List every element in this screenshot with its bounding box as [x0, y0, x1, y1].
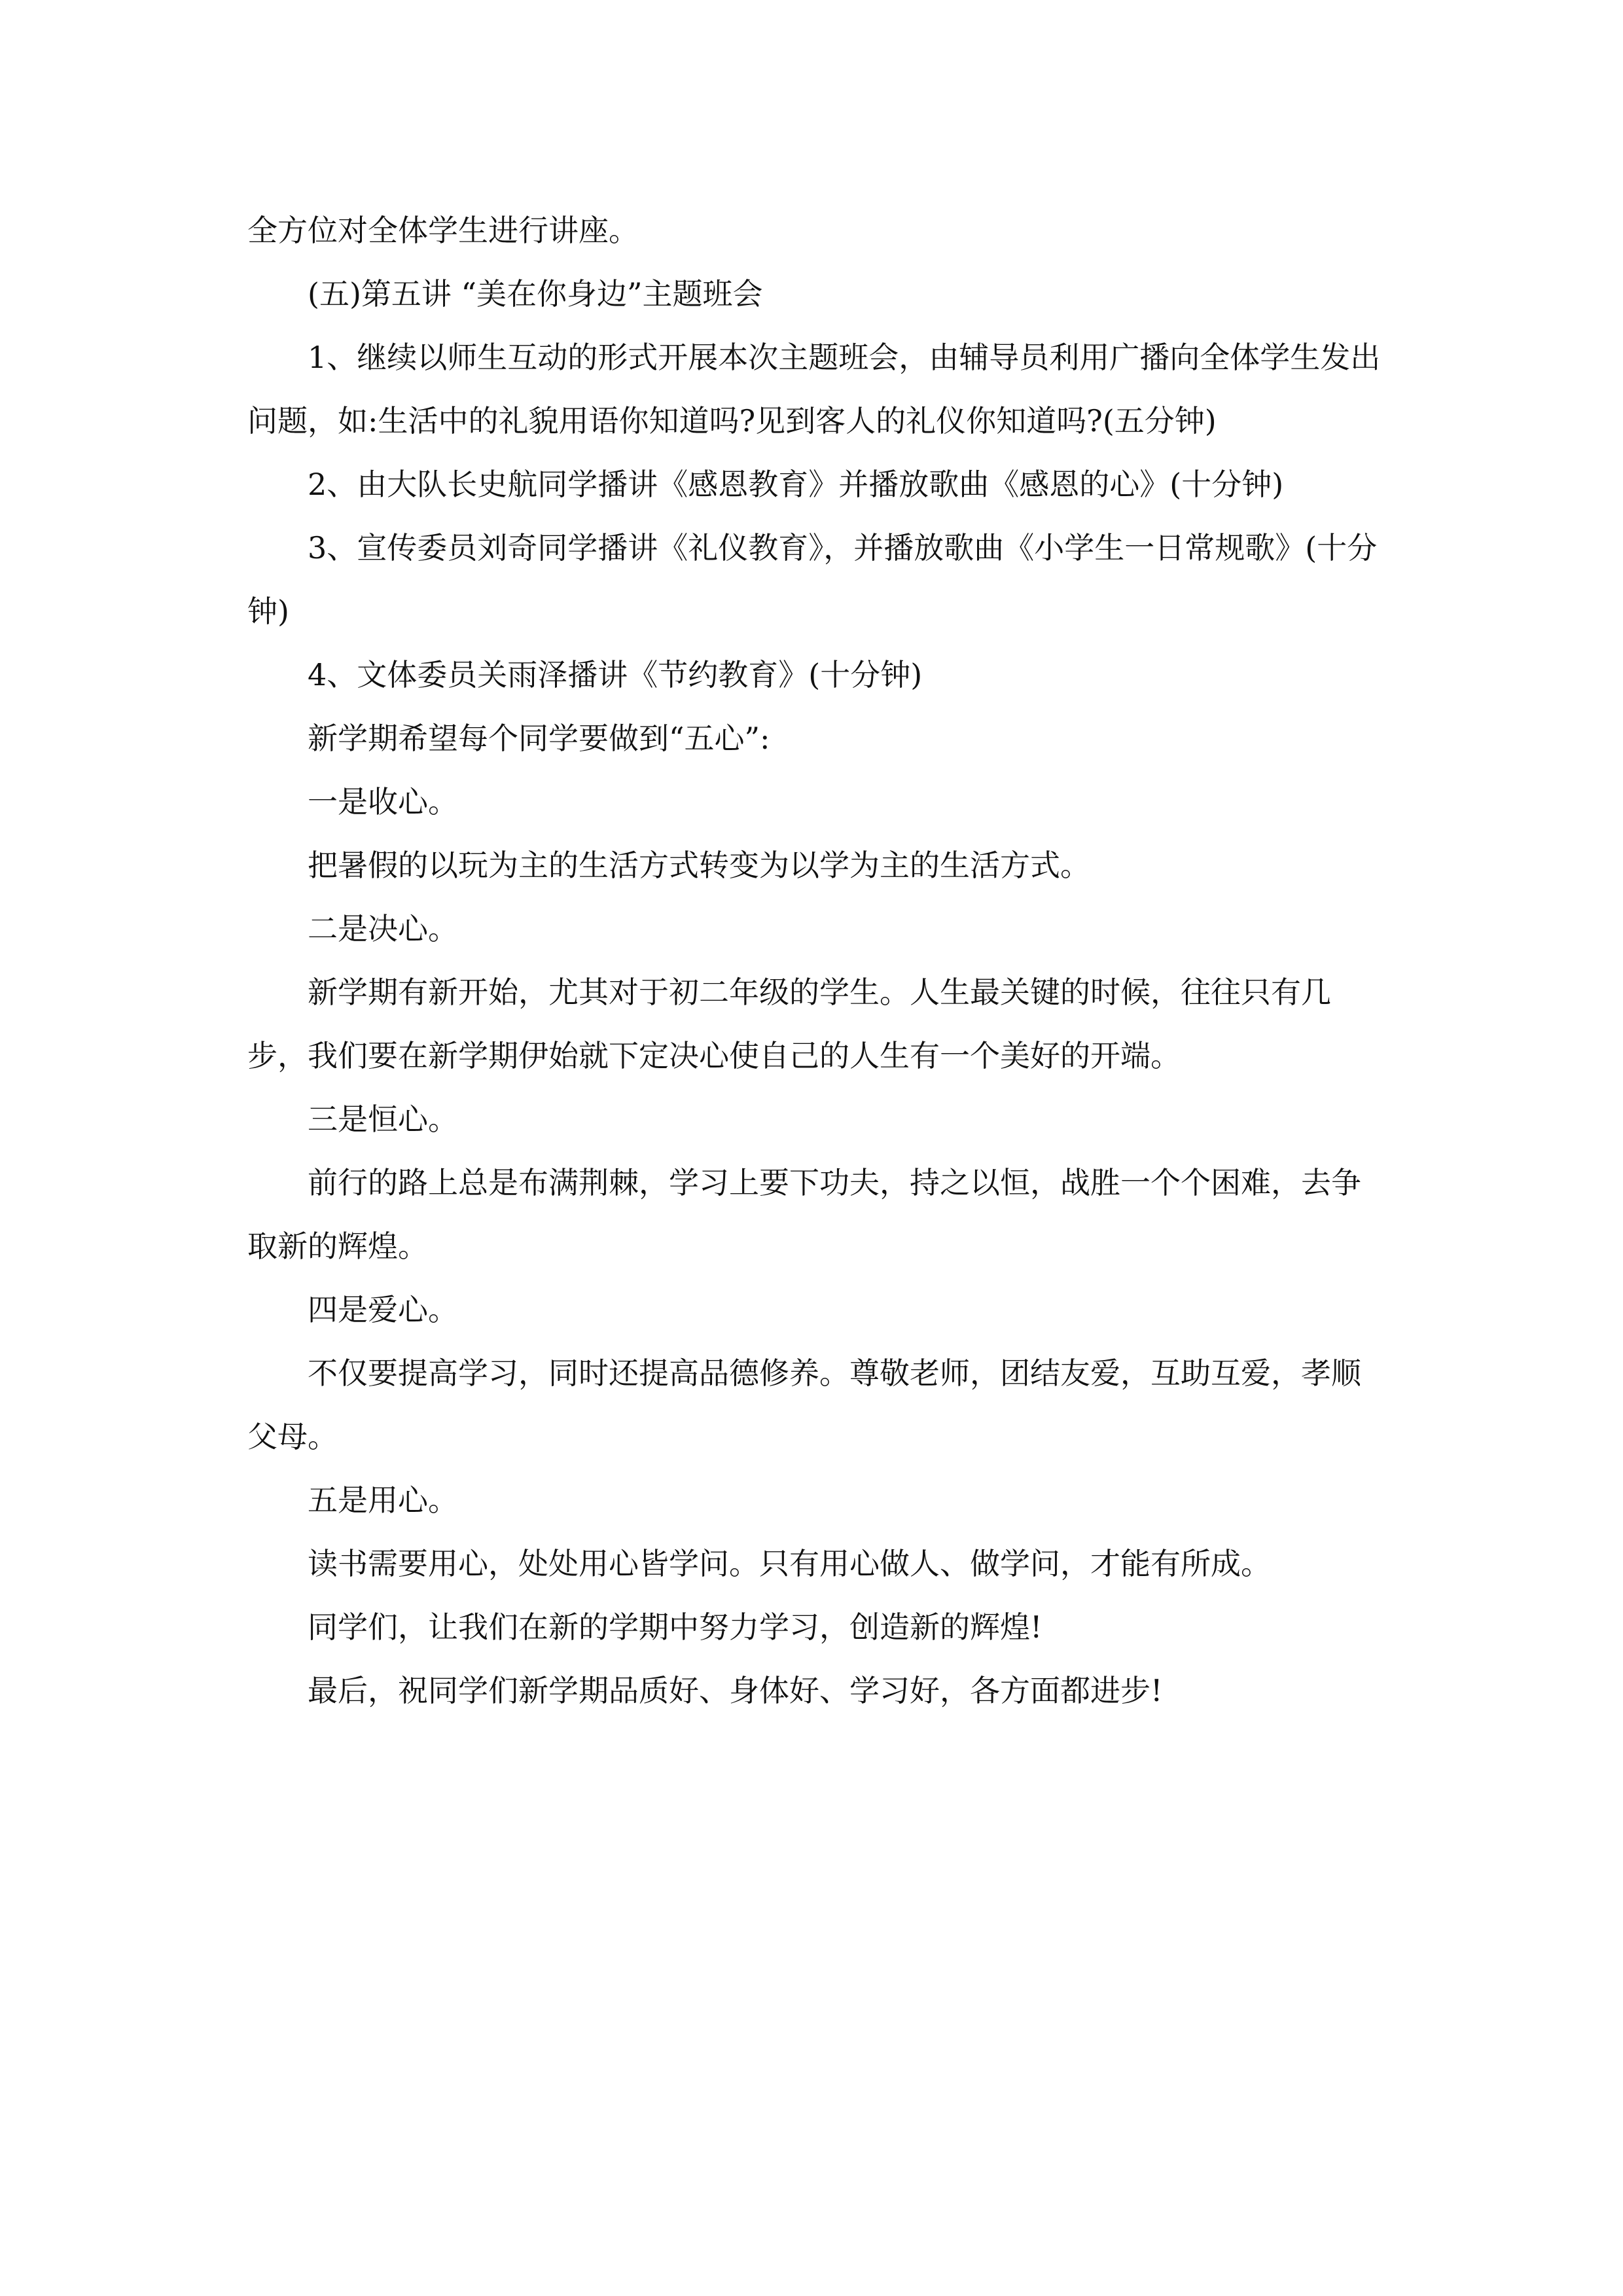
heart-4-heading: 四是爱心。 [308, 1292, 458, 1327]
paragraph-continuation: 全方位对全体学生进行讲座。 [247, 213, 639, 248]
heart-5-text: 读书需要用心，处处用心皆学问。只有用心做人、做学问，才能有所成。 [308, 1546, 1271, 1581]
closing-encouragement: 同学们，让我们在新的学期中努力学习，创造新的辉煌! [308, 1609, 1043, 1645]
list-item-1: 1、继续以师生互动的形式开展本次主题班会，由辅导员利用广播向全体学生发出问题，如:生活中的礼貌用语你知道吗?见到客人的礼仪你知道吗?(五分钟) [247, 340, 1381, 439]
heart-3-heading: 三是恒心。 [308, 1102, 458, 1137]
heart-3-text: 前行的路上总是布满荆棘，学习上要下功夫，持之以恒，战胜一个个困难，去争取新的辉煌。 [247, 1165, 1361, 1264]
heart-2-heading: 二是决心。 [308, 911, 458, 946]
heart-2-text: 新学期有新开始，尤其对于初二年级的学生。人生最关键的时候，往往只有几步，我们要在新学期伊始就下定决心使自己的人生有一个美好的开端。 [247, 975, 1331, 1073]
heart-4-text: 不仅要提高学习，同时还提高品德修养。尊敬老师，团结友爱，互助互爱，孝顺父母。 [247, 1355, 1361, 1454]
closing-wishes: 最后，祝同学们新学期品质好、身体好、学习好，各方面都进步! [308, 1673, 1163, 1708]
section-heading-lecture-5: (五)第五讲 “美在你身边”主题班会 [308, 276, 763, 312]
heart-1-heading: 一是收心。 [308, 784, 458, 819]
five-hearts-intro: 新学期希望每个同学要做到“五心”: [308, 721, 770, 756]
list-item-4: 4、文体委员关雨泽播讲《节约教育》(十分钟) [308, 657, 923, 692]
list-item-3: 3、宣传委员刘奇同学播讲《礼仪教育》，并播放歌曲《小学生一日常规歌》(十分钟) [247, 530, 1378, 629]
heart-1-text: 把暑假的以玩为主的生活方式转变为以学为主的生活方式。 [308, 848, 1090, 883]
document-body [247, 199, 1386, 1723]
heart-5-heading: 五是用心。 [308, 1482, 458, 1518]
list-item-2: 2、由大队长史航同学播讲《感恩教育》并播放歌曲《感恩的心》(十分钟) [308, 467, 1284, 502]
